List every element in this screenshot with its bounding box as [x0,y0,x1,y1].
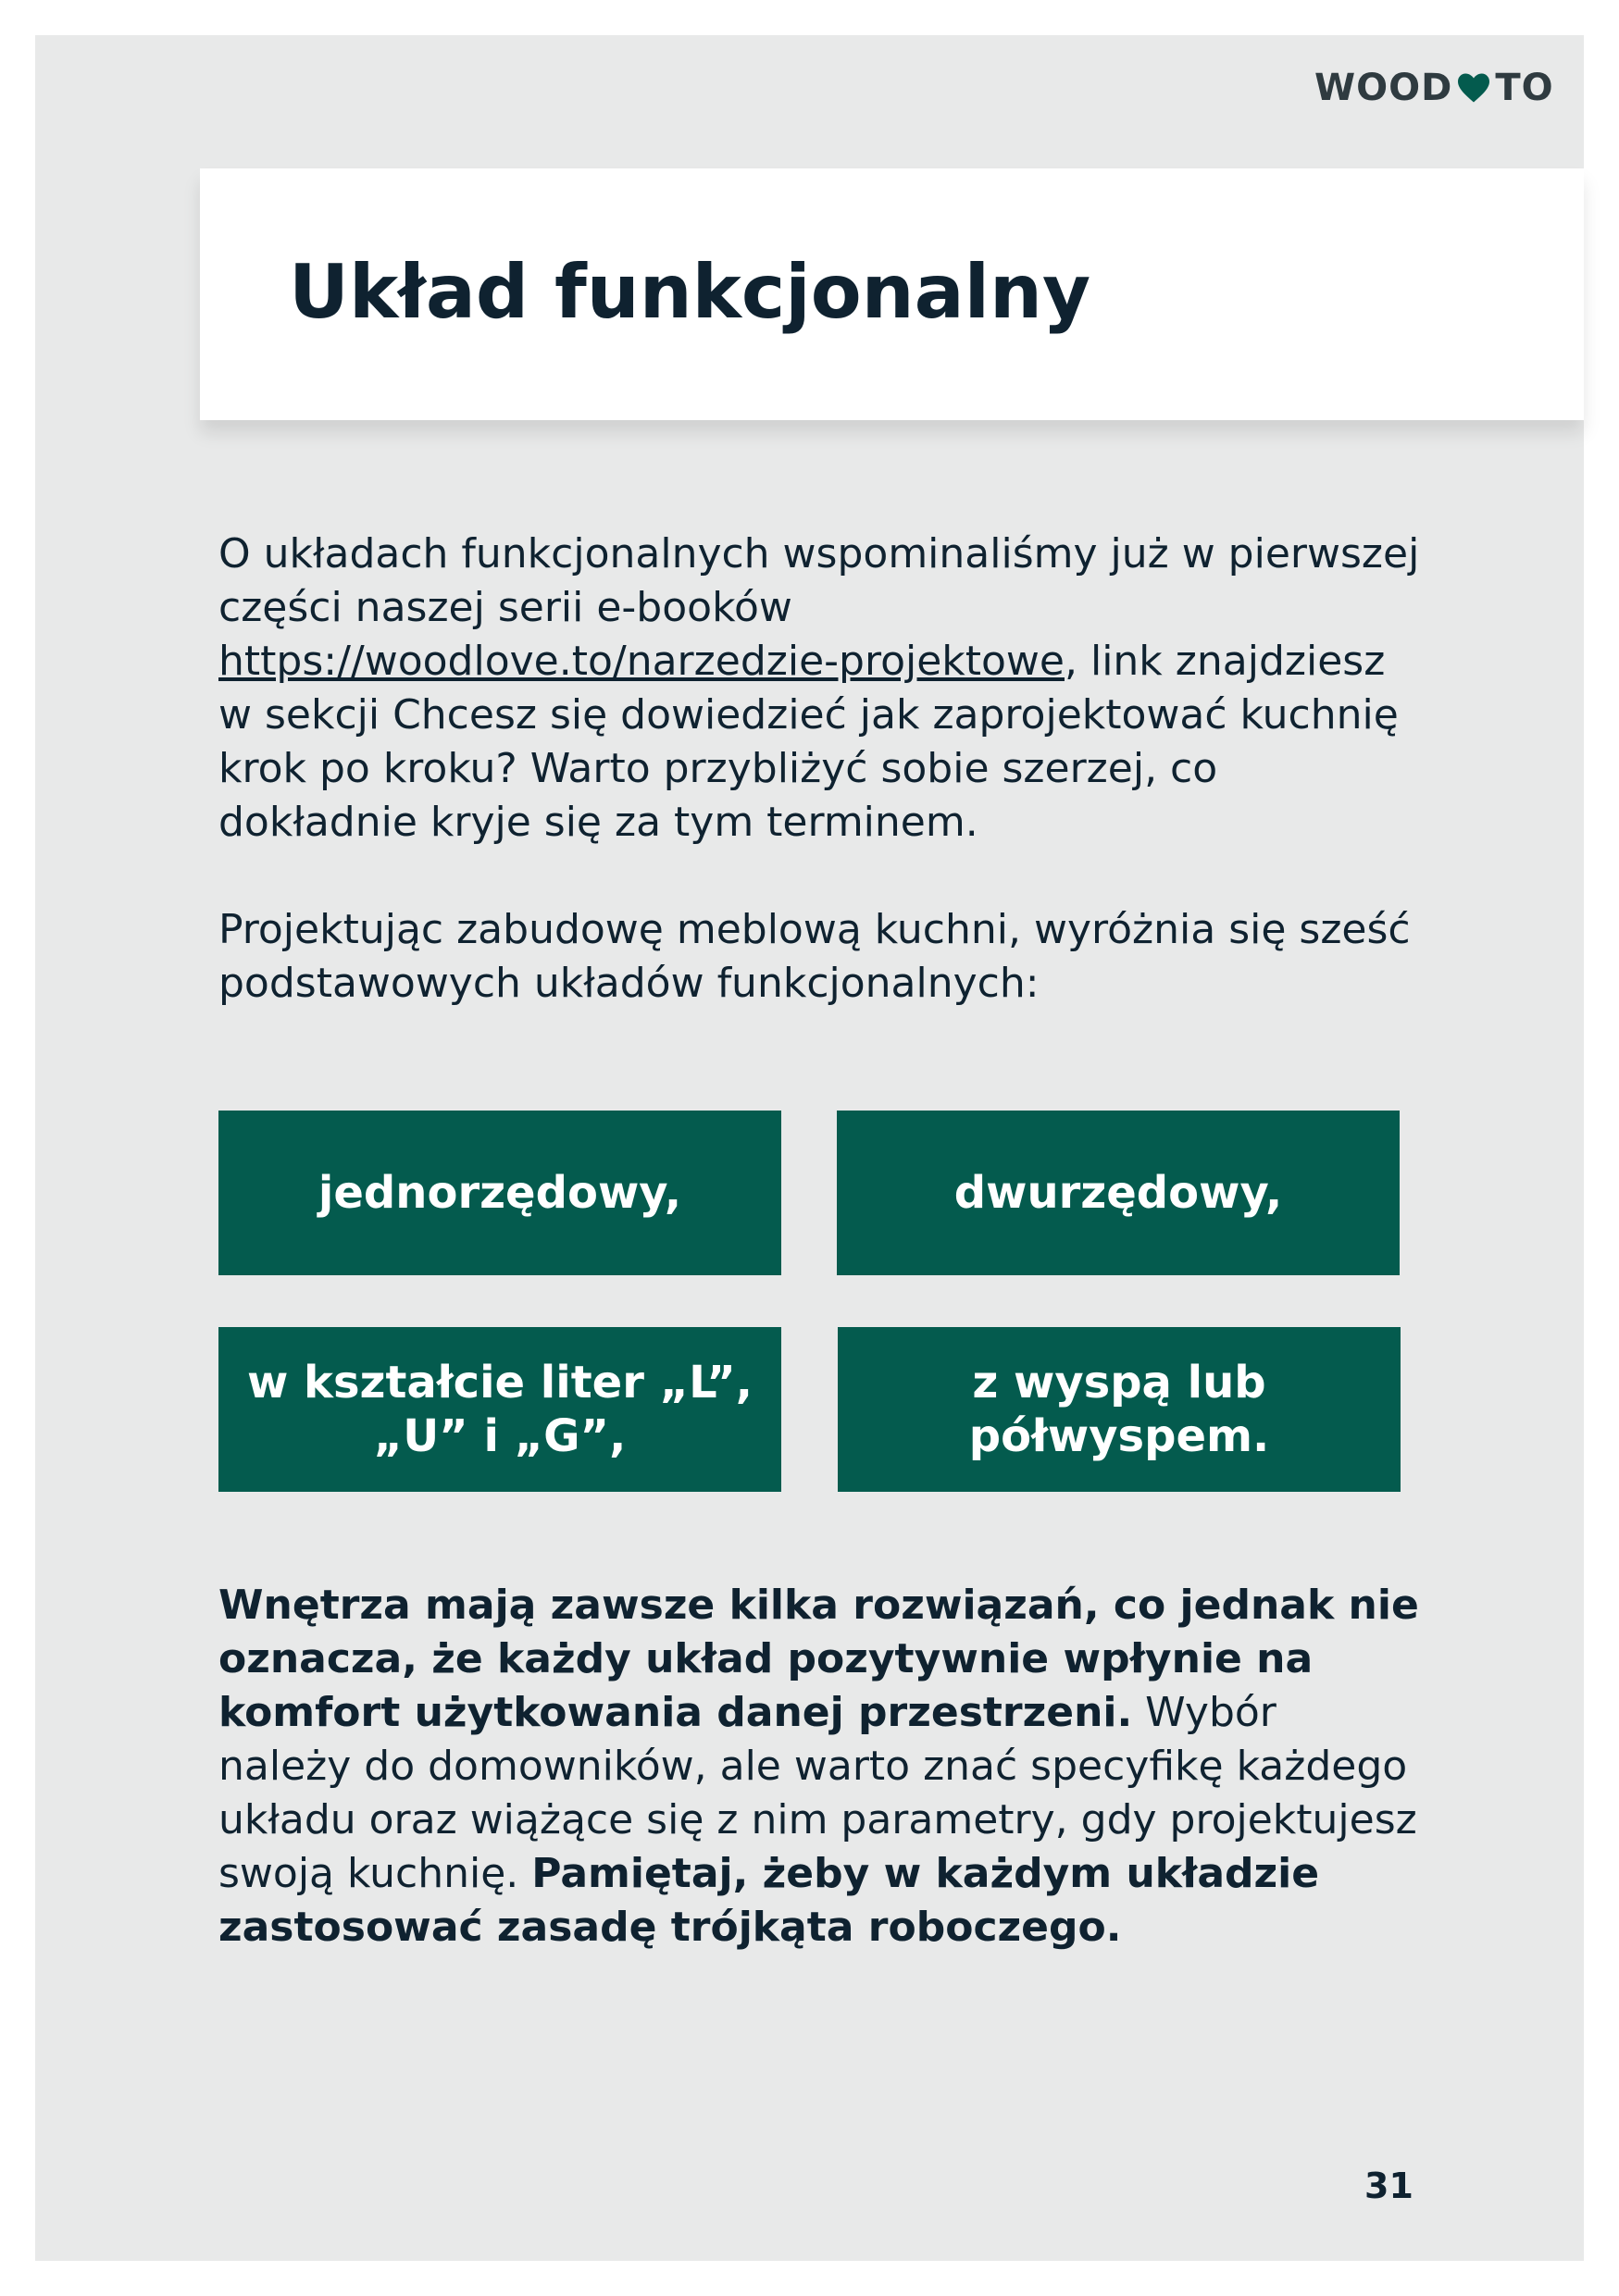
page-number: 31 [1364,2166,1414,2206]
closing-bold-2: Pamiętaj, żeby w każdym układzie zastosować zasadę trójkąta roboczego. [218,1850,1320,1951]
brand-logo-left: WOOD [1314,67,1453,109]
page-title: Układ funkcjonalny [289,249,1091,335]
layout-box-island: z wyspą lub półwyspem. [838,1327,1401,1492]
closing-regular: Wybór należy do domowników, ale warto znać specyfikę każdego układu oraz wiążące się z nim parametry, gdy projektujesz swoją kuchnię. [218,1689,1417,1897]
layout-box-l-u-g: w kształcie liter „L”, „U” i „G”, [218,1327,781,1492]
ebook-link[interactable]: https://woodlove.to/narzedzie-projektowe [218,638,1065,685]
title-card [200,168,1584,420]
heart-icon [1456,72,1491,104]
layout-box-single-row: jednorzędowy, [218,1111,781,1275]
intro-text-before-link: O układach funkcjonalnych wspominaliśmy już w pierwszej części naszej serii e-booków [218,530,1420,631]
layouts-intro-paragraph: Projektując zabudowę meblową kuchni, wyróżnia się sześć podstawowych układów funkcjonalnych: [218,906,1411,1007]
intro-text-after-link: , link znajdziesz w sekcji Chcesz się dowiedzieć jak zaprojektować kuchnię krok po kroku? Warto przybliżyć sobie szerzej, co dokładnie kryje się za tym terminem. [218,638,1399,846]
closing-paragraph [218,1579,1422,1955]
brand-logo-right: TO [1495,67,1554,109]
layout-box-double-row: dwurzędowy, [837,1111,1400,1275]
brand-logo [1314,67,1554,109]
closing-bold-1: Wnętrza mają zawsze kilka rozwiązań, co jednak nie oznacza, że każdy układ pozytywnie wpłynie na komfort użytkowania danej przestrzeni. [218,1582,1419,1736]
intro-paragraph [218,527,1422,850]
